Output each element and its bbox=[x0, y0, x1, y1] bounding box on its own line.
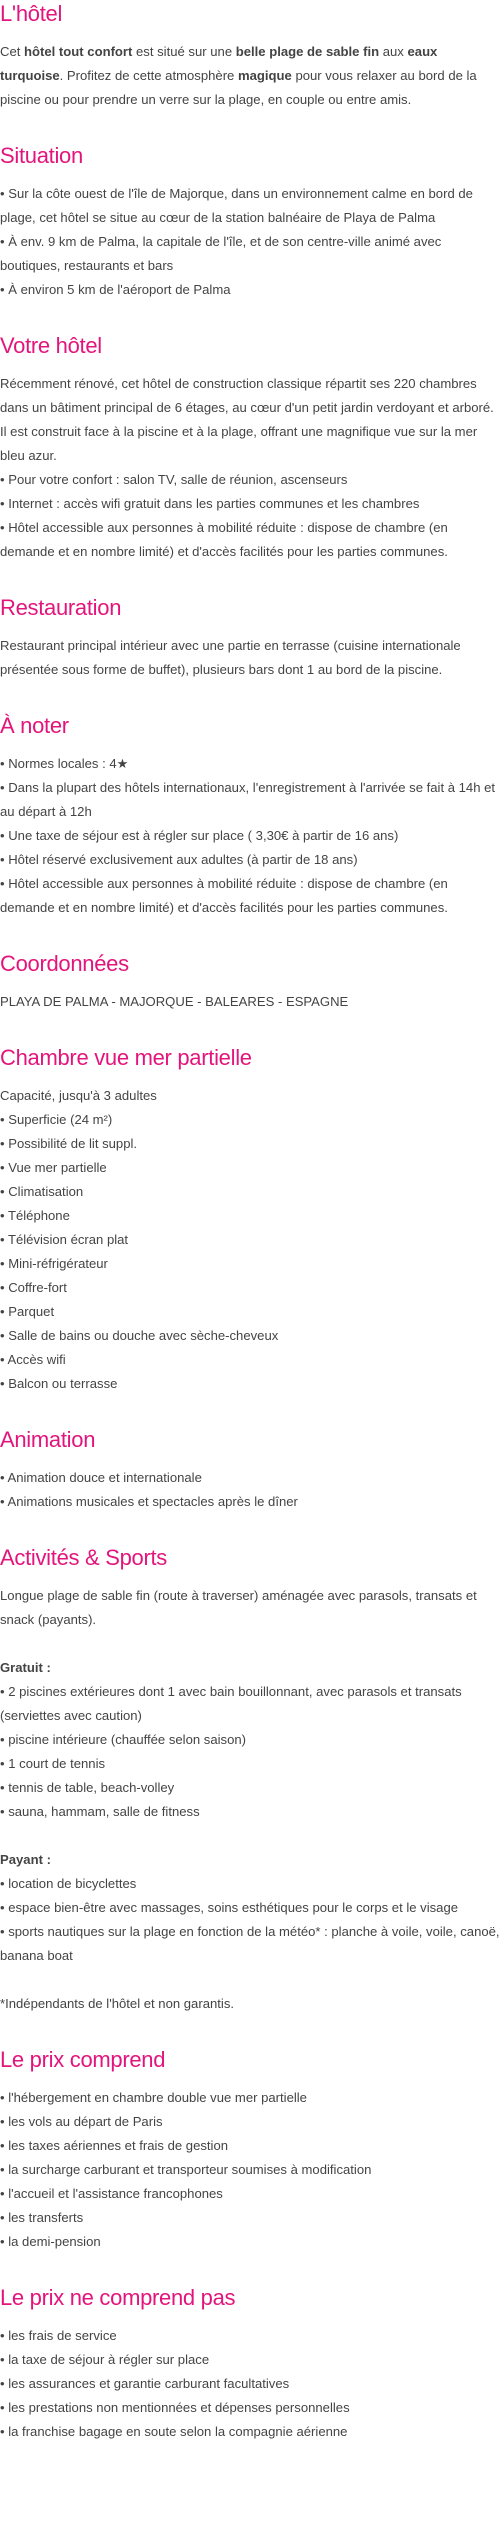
chambre-list bbox=[0, 1084, 500, 1396]
activites-intro: Longue plage de sable fin (route à traverser) aménagée avec parasols, transats et snack (payants). bbox=[0, 1588, 477, 1627]
intro-text-run: Cet bbox=[0, 44, 25, 59]
list-item: • Hôtel réservé exclusivement aux adultes (à partir de 18 ans) bbox=[0, 852, 358, 867]
votre-hotel-body bbox=[0, 372, 500, 564]
prix-comprend-list bbox=[0, 2086, 500, 2254]
list-item: • Téléphone bbox=[0, 1208, 70, 1223]
section-title-situation: Situation bbox=[0, 143, 83, 168]
list-item: • Vue mer partielle bbox=[0, 1160, 107, 1175]
list-item: • piscine intérieure (chauffée selon saison) bbox=[0, 1732, 246, 1747]
intro-text-run: est situé sur une bbox=[132, 44, 236, 59]
coordonnees-address: PLAYA DE PALMA - MAJORQUE - BALEARES - ESPAGNE bbox=[0, 994, 349, 1009]
intro-text-run: aux bbox=[379, 44, 408, 59]
list-item: • Une taxe de séjour est à régler sur place ( 3,30€ à partir de 16 ans) bbox=[0, 828, 399, 843]
list-item: • les vols au départ de Paris bbox=[0, 2114, 163, 2129]
hotel-intro bbox=[0, 40, 500, 112]
list-item: • Superficie (24 m²) bbox=[0, 1112, 113, 1127]
section-title-prix-comprend: Le prix comprend bbox=[0, 2047, 166, 2072]
list-item: • Animations musicales et spectacles après le dîner bbox=[0, 1494, 298, 1509]
section-activites bbox=[0, 1544, 500, 2016]
list-item: • 2 piscines extérieures dont 1 avec bain bouillonnant, avec parasols et transats (serviettes avec caution) bbox=[0, 1684, 462, 1723]
chambre-capacity: Capacité, jusqu'à 3 adultes bbox=[0, 1088, 157, 1103]
list-item: • 1 court de tennis bbox=[0, 1756, 106, 1771]
section-title-votre-hotel: Votre hôtel bbox=[0, 333, 102, 358]
list-item: • Possibilité de lit suppl. bbox=[0, 1136, 138, 1151]
restauration-text: Restaurant principal intérieur avec une partie en terrasse (cuisine internationale présentée sous forme de buffet), plusieurs bars dont 1 au bord de la piscine. bbox=[0, 638, 461, 677]
list-item: • espace bien-être avec massages, soins esthétiques pour le corps et le visage bbox=[0, 1900, 459, 1915]
list-item: • Sur la côte ouest de l'île de Majorque, dans un environnement calme en bord de plage, cet hôtel se situe au cœur de la station balnéaire de Playa de Palma bbox=[0, 186, 473, 225]
list-item: • sauna, hammam, salle de fitness bbox=[0, 1804, 200, 1819]
gratuit-label: Gratuit : bbox=[0, 1660, 51, 1675]
list-item: • Accès wifi bbox=[0, 1352, 66, 1367]
activites-note: *Indépendants de l'hôtel et non garantis. bbox=[0, 1996, 234, 2011]
list-item: • tennis de table, beach-volley bbox=[0, 1780, 175, 1795]
list-item: • la taxe de séjour à régler sur place bbox=[0, 2352, 210, 2367]
section-prix-comprend bbox=[0, 2046, 500, 2254]
list-item: • les transferts bbox=[0, 2210, 84, 2225]
section-title-hotel: L'hôtel bbox=[0, 1, 63, 26]
list-item: • les taxes aériennes et frais de gestion bbox=[0, 2138, 229, 2153]
section-coordonnees bbox=[0, 950, 500, 1014]
section-chambre bbox=[0, 1044, 500, 1396]
votre-hotel-intro: Récemment rénové, cet hôtel de construction classique répartit ses 220 chambres dans un bâtiment principal de 6 étages, au cœur d'un petit jardin verdoyant et arboré. Il est construit face à la piscine et à la plage, offrant une magnifique vue sur la mer bleu azur. bbox=[0, 376, 494, 463]
section-hotel bbox=[0, 0, 500, 112]
list-item: • Hôtel accessible aux personnes à mobilité réduite : dispose de chambre (en demande et en nombre limité) et d'accès facilités pour les parties communes. bbox=[0, 520, 448, 559]
a-noter-list bbox=[0, 752, 500, 920]
section-title-restauration: Restauration bbox=[0, 595, 122, 620]
intro-bold-run: magique bbox=[237, 68, 292, 83]
list-item: • À env. 9 km de Palma, la capitale de l'île, et de son centre-ville animé avec boutiques, restaurants et bars bbox=[0, 234, 442, 273]
intro-text-run: pour vous relaxer au bord de la piscine ou pour prendre un verre sur la plage, en couple ou entre amis. bbox=[0, 68, 477, 107]
list-item: • Pour votre confort : salon TV, salle de réunion, ascenseurs bbox=[0, 472, 348, 487]
list-item: • les frais de service bbox=[0, 2328, 117, 2343]
intro-bold-run: eaux turquoise bbox=[0, 44, 438, 83]
list-item: • location de bicyclettes bbox=[0, 1876, 137, 1891]
list-item: • la surcharge carburant et transporteur soumises à modification bbox=[0, 2162, 372, 2177]
prix-ne-comprend-list bbox=[0, 2324, 500, 2444]
list-item: • À environ 5 km de l'aéroport de Palma bbox=[0, 282, 231, 297]
section-situation bbox=[0, 142, 500, 302]
section-prix-ne-comprend bbox=[0, 2284, 500, 2444]
intro-bold-run: belle plage de sable fin bbox=[235, 44, 380, 59]
list-item: • l'accueil et l'assistance francophones bbox=[0, 2186, 223, 2201]
list-item: • Normes locales : 4★ bbox=[0, 756, 129, 771]
list-item: • la franchise bagage en soute selon la compagnie aérienne bbox=[0, 2424, 348, 2439]
list-item: • Dans la plupart des hôtels internationaux, l'enregistrement à l'arrivée se fait à 14h et au départ à 12h bbox=[0, 780, 496, 819]
list-item: • l'hébergement en chambre double vue mer partielle bbox=[0, 2090, 307, 2105]
list-item: • Parquet bbox=[0, 1304, 55, 1319]
list-item: • Hôtel accessible aux personnes à mobilité réduite : dispose de chambre (en demande et en nombre limité) et d'accès facilités pour les parties communes. bbox=[0, 876, 448, 915]
animation-list bbox=[0, 1466, 500, 1514]
activites-body bbox=[0, 1584, 500, 2016]
payant-label: Payant : bbox=[0, 1852, 51, 1867]
list-item: • sports nautiques sur la plage en fonction de la météo* : planche à voile, voile, canoë, banana boat bbox=[0, 1924, 500, 1963]
section-restauration bbox=[0, 594, 500, 682]
section-votre-hotel bbox=[0, 332, 500, 564]
list-item: • Télévision écran plat bbox=[0, 1232, 129, 1247]
list-item: • Salle de bains ou douche avec sèche-cheveux bbox=[0, 1328, 279, 1343]
section-title-prix-ne-comprend: Le prix ne comprend pas bbox=[0, 2285, 236, 2310]
list-item: • Internet : accès wifi gratuit dans les parties communes et les chambres bbox=[0, 496, 420, 511]
section-a-noter bbox=[0, 712, 500, 920]
section-title-a-noter: À noter bbox=[0, 713, 69, 738]
list-item: • Animation douce et internationale bbox=[0, 1470, 202, 1485]
list-item: • Climatisation bbox=[0, 1184, 84, 1199]
list-item: • Coffre-fort bbox=[0, 1280, 67, 1295]
list-item: • les prestations non mentionnées et dépenses personnelles bbox=[0, 2400, 350, 2415]
section-animation bbox=[0, 1426, 500, 1514]
section-title-activites: Activités & Sports bbox=[0, 1545, 167, 1570]
list-item: • la demi-pension bbox=[0, 2234, 101, 2249]
situation-list bbox=[0, 182, 500, 302]
list-item: • Balcon ou terrasse bbox=[0, 1376, 118, 1391]
intro-text-run: . Profitez de cette atmosphère bbox=[59, 68, 238, 83]
section-title-coordonnees: Coordonnées bbox=[0, 951, 129, 976]
section-title-animation: Animation bbox=[0, 1427, 96, 1452]
list-item: • Mini-réfrigérateur bbox=[0, 1256, 108, 1271]
intro-bold-run: hôtel tout confort bbox=[24, 44, 133, 59]
section-title-chambre: Chambre vue mer partielle bbox=[0, 1045, 252, 1070]
list-item: • les assurances et garantie carburant facultatives bbox=[0, 2376, 290, 2391]
